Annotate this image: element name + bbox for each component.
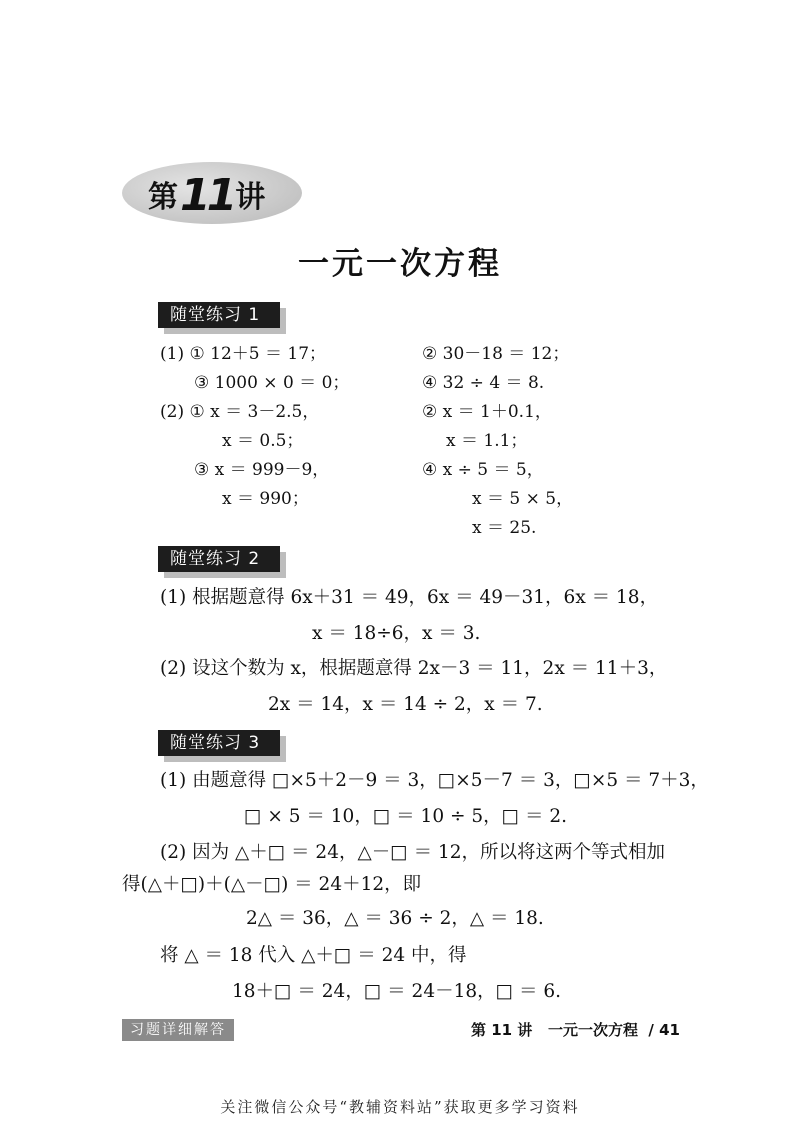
lesson-title: 一元一次方程 (298, 246, 502, 282)
s1-line-5: (2) ① x ＝ 3－2.5， (160, 402, 320, 422)
s1-line-12: x ＝ 5 × 5， (472, 489, 574, 509)
footer-page-info: 第 11 讲 一元一次方程 / 41 (470, 1021, 680, 1039)
s1-line-8: x ＝ 1.1； (446, 431, 528, 451)
s1-line-4: ④ 32 ÷ 4 ＝ 8. (422, 373, 545, 393)
s1-line-6: ② x ＝ 1＋0.1， (422, 402, 552, 422)
s1-line-3: ③ 1000 × 0 ＝ 0； (194, 373, 350, 393)
s3-line-1: (1) 由题意得 □×5＋2－9 ＝ 3，□×5－7 ＝ 3，□×5 ＝ 7＋3， (160, 770, 709, 791)
section-header-label: 随堂练习 1 (158, 302, 280, 328)
s3-line-4: 得(△＋□)＋(△－□) ＝ 24＋12，即 (122, 874, 422, 895)
s3-line-5: 2△ ＝ 36，△ ＝ 36 ÷ 2，△ ＝ 18. (246, 908, 544, 929)
s1-line-7: x ＝ 0.5； (222, 431, 304, 451)
section-header-label: 随堂练习 2 (158, 546, 280, 572)
s1-line-13: x ＝ 25. (472, 518, 537, 538)
chapter-suffix: 讲 (235, 180, 266, 215)
s2-line-4: 2x ＝ 14，x ＝ 14 ÷ 2，x ＝ 7. (268, 694, 543, 715)
s2-line-1: (1) 根据题意得 6x＋31 ＝ 49，6x ＝ 49－31，6x ＝ 18， (160, 587, 659, 608)
s1-line-1: (1) ① 12＋5 ＝ 17； (160, 344, 327, 364)
s1-line-9: ③ x ＝ 999－9， (194, 460, 330, 480)
s1-line-11: x ＝ 990； (222, 489, 309, 509)
chapter-prefix: 第 (148, 180, 178, 215)
s3-line-3: (2) 因为 △＋□ ＝ 24，△－□ ＝ 12，所以将这两个等式相加 (160, 842, 665, 863)
s2-line-2: x ＝ 18÷6，x ＝ 3. (312, 623, 481, 644)
s3-line-2: □ × 5 ＝ 10，□ ＝ 10 ÷ 5，□ ＝ 2. (244, 806, 568, 827)
chapter-number: 11 (180, 170, 234, 221)
chapter-badge (148, 168, 266, 221)
s3-line-7: 18＋□ ＝ 24，□ ＝ 24－18，□ ＝ 6. (232, 981, 562, 1002)
section-header-label: 随堂练习 3 (158, 730, 280, 756)
s3-line-6: 将 △ ＝ 18 代入 △＋□ ＝ 24 中，得 (160, 945, 467, 966)
s2-line-3: (2) 设这个数为 x，根据题意得 2x－3 ＝ 11，2x ＝ 11＋3， (160, 658, 668, 679)
s1-line-2: ② 30－18 ＝ 12； (422, 344, 570, 364)
footer-book-label: 习题详细解答 (122, 1019, 234, 1041)
watermark-text: 关注微信公众号“教辅资料站”获取更多学习资料 (220, 1098, 580, 1116)
s1-line-10: ④ x ÷ 5 ＝ 5， (422, 460, 544, 480)
